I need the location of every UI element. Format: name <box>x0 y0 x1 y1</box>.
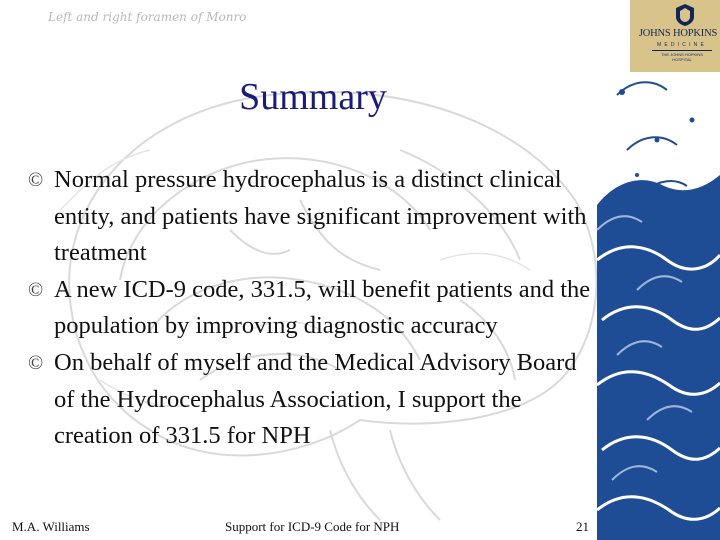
logo-hospital-line1: THE JOHNS HOPKINS <box>661 52 703 57</box>
bullet-icon: © <box>28 351 44 374</box>
footer-author: M.A. Williams <box>12 519 90 534</box>
background-caption: Left and right foramen of Monro <box>48 10 247 24</box>
slide-title: Summary <box>239 76 387 118</box>
bullet-item <box>28 345 598 455</box>
logo-hospital-line2: HOSPITAL <box>672 57 692 62</box>
logo-name: JOHNS HOPKINS <box>638 28 718 39</box>
seal-icon <box>674 3 696 27</box>
bullet-text: On behalf of myself and the Medical Advisory Board of the Hydrocephalus Association, I support the creation of 331.5 for NPH <box>54 348 577 450</box>
footer-title: Support for ICD-9 Code for NPH <box>225 519 400 534</box>
logo-hospital <box>650 52 714 62</box>
bullet-item <box>28 162 598 272</box>
bullet-item <box>28 272 598 345</box>
bullet-text: A new ICD-9 code, 331.5, will benefit patients and the population by improving diagnostic accuracy <box>54 275 591 340</box>
logo-division: MEDICINE <box>656 42 708 48</box>
bullet-icon: © <box>28 278 44 301</box>
wave-artwork <box>597 0 720 540</box>
logo-divider <box>652 50 712 51</box>
bullet-list <box>28 162 598 455</box>
page-number: 21 <box>576 519 589 534</box>
bullet-text: Normal pressure hydrocephalus is a distinct clinical entity, and patients have significant improvement with treatment <box>54 166 587 267</box>
bullet-icon: © <box>28 169 44 191</box>
